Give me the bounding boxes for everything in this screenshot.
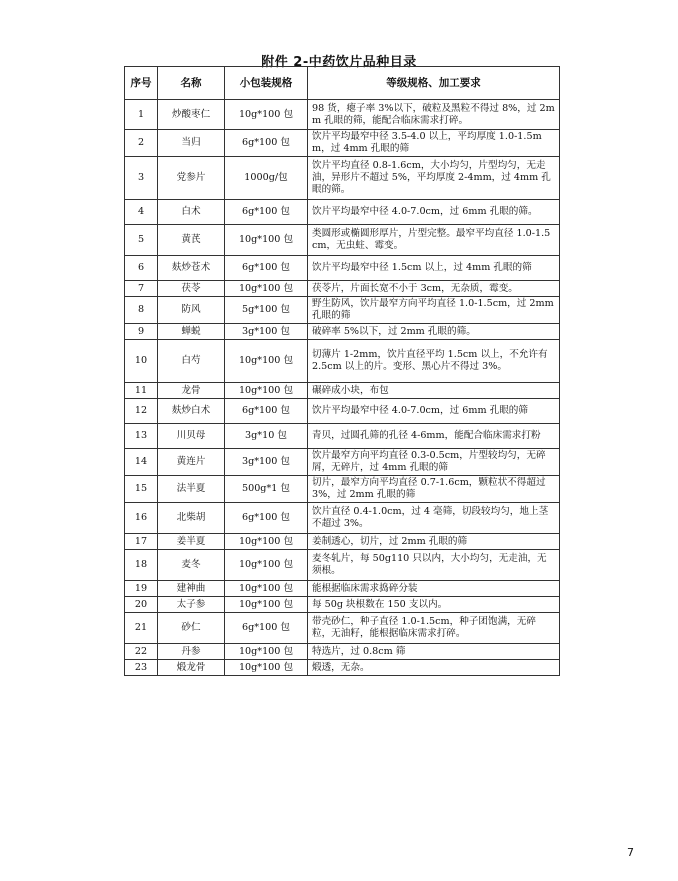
page-number: 7: [627, 846, 634, 859]
cell-requirements: 煅透，无杂。: [308, 660, 560, 676]
cell-name: 姜半夏: [158, 534, 225, 550]
cell-requirements: 碾碎成小块，布包: [308, 383, 560, 399]
table-header-row: [125, 67, 560, 100]
cell-requirements: 茯苓片，片面长宽不小于 3cm，无杂质，霉变。: [308, 281, 560, 297]
table-row: [125, 503, 560, 534]
cell-requirements: 切薄片 1-2mm，饮片直径平均 1.5cm 以上，不允许有 2.5cm 以上的片。变形、黑心片不得过 3%。: [308, 340, 560, 383]
cell-spec: 10g*100 包: [225, 383, 308, 399]
cell-no: 9: [125, 324, 158, 340]
cell-name: 麦冬: [158, 550, 225, 581]
cell-name: 党参片: [158, 157, 225, 200]
table-row: [125, 100, 560, 130]
cell-name: 建神曲: [158, 581, 225, 597]
table-row: [125, 660, 560, 676]
cell-name: 蝉蜕: [158, 324, 225, 340]
cell-requirements: 青贝，过圆孔筛的孔径 4-6mm，能配合临床需求打粉: [308, 424, 560, 449]
cell-requirements: 姜制透心，切片，过 2mm 孔眼的筛: [308, 534, 560, 550]
cell-spec: 3g*100 包: [225, 324, 308, 340]
cell-spec: 1000g/包: [225, 157, 308, 200]
herb-catalog-table: [124, 66, 560, 676]
cell-spec: 6g*100 包: [225, 130, 308, 157]
cell-requirements: 98 货，瘪子率 3%以下，破粒及黑粒不得过 8%，过 2mm 孔眼的筛，能配合临床需求打碎。: [308, 100, 560, 130]
table-row: [125, 424, 560, 449]
header-spec: 小包装规格: [225, 67, 308, 100]
cell-no: 8: [125, 297, 158, 324]
cell-spec: 6g*100 包: [225, 613, 308, 644]
table-row: [125, 256, 560, 281]
cell-spec: 10g*100 包: [225, 550, 308, 581]
cell-spec: 10g*100 包: [225, 534, 308, 550]
cell-name: 煅龙骨: [158, 660, 225, 676]
cell-no: 16: [125, 503, 158, 534]
cell-no: 6: [125, 256, 158, 281]
cell-name: 黄芪: [158, 225, 225, 256]
header-no: 序号: [125, 67, 158, 100]
cell-requirements: 饮片平均最窄中径 1.5cm 以上，过 4mm 孔眼的筛: [308, 256, 560, 281]
cell-spec: 10g*100 包: [225, 340, 308, 383]
cell-no: 2: [125, 130, 158, 157]
cell-spec: 10g*100 包: [225, 281, 308, 297]
cell-requirements: 饮片平均最窄中径 4.0-7.0cm，过 6mm 孔眼的筛: [308, 399, 560, 424]
cell-requirements: 带壳砂仁，种子直径 1.0-1.5cm，种子团饱满，无碎粒，无油籽，能根据临床需求打碎。: [308, 613, 560, 644]
document-title: 附件 2-中药饮片品种目录: [261, 55, 417, 70]
header-requirements: 等级规格、加工要求: [308, 67, 560, 100]
cell-name: 黄连片: [158, 449, 225, 476]
cell-requirements: 野生防风，饮片最窄方向平均直径 1.0-1.5cm，过 2mm 孔眼的筛: [308, 297, 560, 324]
cell-no: 19: [125, 581, 158, 597]
cell-requirements: 能根据临床需求捣碎分装: [308, 581, 560, 597]
cell-requirements: 类圆形或椭圆形厚片，片型完整。最窄平均直径 1.0-1.5cm，无虫蛀、霉变。: [308, 225, 560, 256]
cell-name: 川贝母: [158, 424, 225, 449]
table-row: [125, 581, 560, 597]
cell-name: 北柴胡: [158, 503, 225, 534]
cell-spec: 10g*100 包: [225, 597, 308, 613]
table-row: [125, 383, 560, 399]
cell-no: 3: [125, 157, 158, 200]
cell-name: 砂仁: [158, 613, 225, 644]
cell-no: 17: [125, 534, 158, 550]
cell-spec: 6g*100 包: [225, 503, 308, 534]
table-row: [125, 157, 560, 200]
cell-no: 18: [125, 550, 158, 581]
cell-requirements: 特选片，过 0.8cm 筛: [308, 644, 560, 660]
cell-no: 7: [125, 281, 158, 297]
cell-no: 12: [125, 399, 158, 424]
cell-spec: 5g*100 包: [225, 297, 308, 324]
cell-name: 麸炒苍术: [158, 256, 225, 281]
cell-no: 20: [125, 597, 158, 613]
cell-requirements: 饮片最窄方向平均直径 0.3-0.5cm，片型较均匀，无碎屑，无碎片，过 4mm 孔眼的筛: [308, 449, 560, 476]
cell-requirements: 饮片平均最窄中径 4.0-7.0cm，过 6mm 孔眼的筛。: [308, 200, 560, 225]
cell-spec: 6g*100 包: [225, 200, 308, 225]
cell-requirements: 破碎率 5%以下，过 2mm 孔眼的筛。: [308, 324, 560, 340]
cell-name: 炒酸枣仁: [158, 100, 225, 130]
cell-name: 太子参: [158, 597, 225, 613]
cell-requirements: 饮片平均最窄中径 3.5-4.0 以上，平均厚度 1.0-1.5mm，过 4mm 孔眼的筛: [308, 130, 560, 157]
cell-requirements: 麦冬轧片，每 50g110 只以内，大小均匀，无走油，无须根。: [308, 550, 560, 581]
cell-no: 15: [125, 476, 158, 503]
cell-spec: 3g*10 包: [225, 424, 308, 449]
cell-name: 当归: [158, 130, 225, 157]
table-row: [125, 597, 560, 613]
cell-no: 10: [125, 340, 158, 383]
table-row: [125, 644, 560, 660]
cell-spec: 10g*100 包: [225, 660, 308, 676]
table-row: [125, 130, 560, 157]
cell-no: 5: [125, 225, 158, 256]
cell-no: 22: [125, 644, 158, 660]
cell-spec: 10g*100 包: [225, 581, 308, 597]
cell-no: 23: [125, 660, 158, 676]
cell-name: 防风: [158, 297, 225, 324]
table-row: [125, 200, 560, 225]
cell-no: 21: [125, 613, 158, 644]
cell-requirements: 饮片平均直径 0.8-1.6cm，大小均匀，片型均匀，无走油，异形片不超过 5%，平均厚度 2-4mm，过 4mm 孔眼的筛。: [308, 157, 560, 200]
cell-name: 茯苓: [158, 281, 225, 297]
cell-requirements: 每 50g 块根数在 150 支以内。: [308, 597, 560, 613]
table-row: [125, 225, 560, 256]
table-row: [125, 534, 560, 550]
cell-spec: 3g*100 包: [225, 449, 308, 476]
table-row: [125, 399, 560, 424]
table-row: [125, 449, 560, 476]
table-body: [125, 100, 560, 676]
cell-no: 13: [125, 424, 158, 449]
cell-name: 龙骨: [158, 383, 225, 399]
cell-no: 4: [125, 200, 158, 225]
cell-name: 法半夏: [158, 476, 225, 503]
table-row: [125, 297, 560, 324]
table-row: [125, 340, 560, 383]
cell-no: 11: [125, 383, 158, 399]
cell-name: 白芍: [158, 340, 225, 383]
cell-spec: 6g*100 包: [225, 256, 308, 281]
cell-name: 丹参: [158, 644, 225, 660]
cell-no: 14: [125, 449, 158, 476]
table-row: [125, 324, 560, 340]
cell-spec: 10g*100 包: [225, 100, 308, 130]
cell-spec: 10g*100 包: [225, 225, 308, 256]
table-row: [125, 550, 560, 581]
table-row: [125, 613, 560, 644]
cell-spec: 6g*100 包: [225, 399, 308, 424]
cell-spec: 500g*1 包: [225, 476, 308, 503]
cell-name: 白术: [158, 200, 225, 225]
cell-spec: 10g*100 包: [225, 644, 308, 660]
cell-no: 1: [125, 100, 158, 130]
table-row: [125, 281, 560, 297]
cell-requirements: 饮片直径 0.4-1.0cm，过 4 毫筛，切段较均匀，地上茎不超过 3%。: [308, 503, 560, 534]
table-row: [125, 476, 560, 503]
cell-requirements: 切片，最窄方向平均直径 0.7-1.6cm，颗粒状不得超过 3%，过 2mm 孔眼的筛: [308, 476, 560, 503]
header-name: 名称: [158, 67, 225, 100]
cell-name: 麸炒白术: [158, 399, 225, 424]
